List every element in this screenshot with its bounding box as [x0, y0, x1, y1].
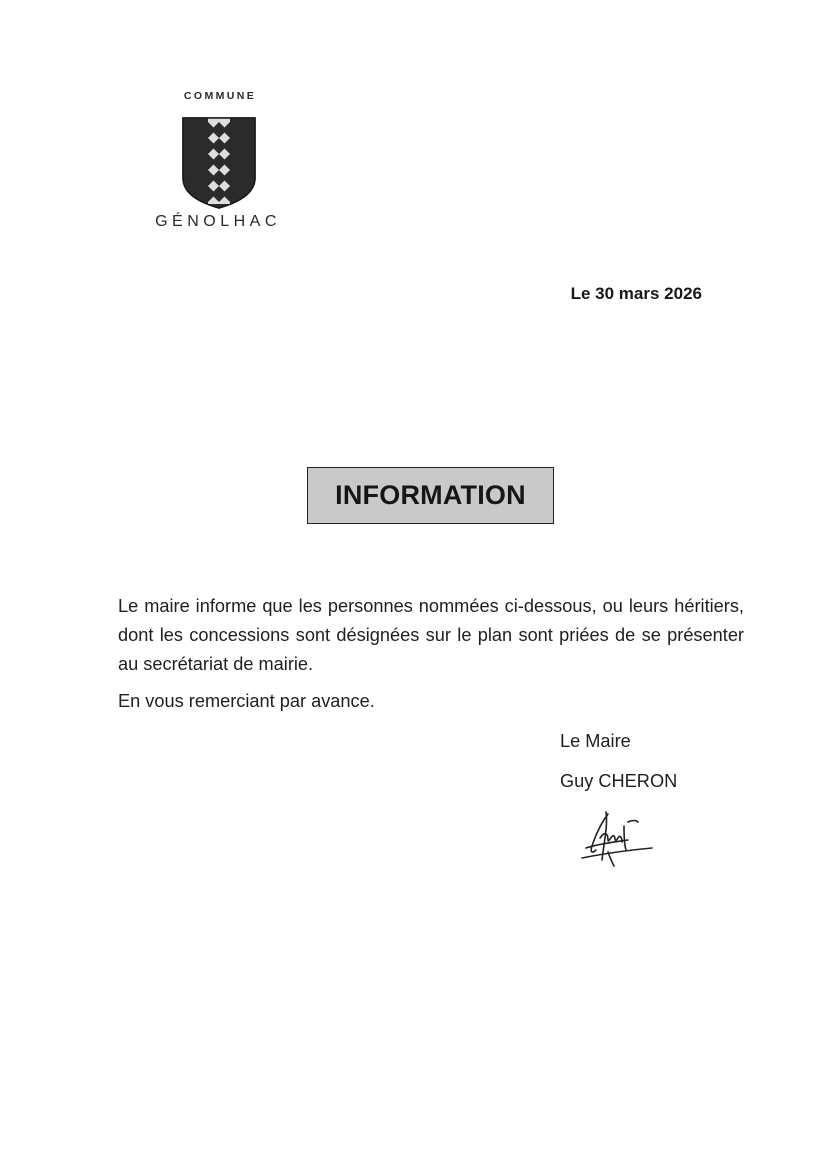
logo-town-name: GÉNOLHAC: [155, 213, 281, 230]
body-paragraph: Le maire informe que les personnes nommées ci-dessous, ou leurs héritiers, dont les concessions sont désignées sur le plan sont priées de se présenter au secrétariat de mairie.: [118, 596, 744, 674]
coat-of-arms-icon: [181, 116, 257, 210]
logo-commune-label: COMMUNE: [183, 90, 257, 102]
letter-date: Le 30 mars 2026: [570, 284, 702, 303]
signatory-role: Le Maire: [560, 731, 631, 751]
title-banner: [307, 467, 554, 524]
handwritten-signature: [578, 808, 660, 872]
signatory-name: Guy CHERON: [560, 771, 678, 791]
closing-line: En vous remerciant par avance.: [118, 691, 375, 711]
page-title: INFORMATION: [335, 480, 526, 510]
